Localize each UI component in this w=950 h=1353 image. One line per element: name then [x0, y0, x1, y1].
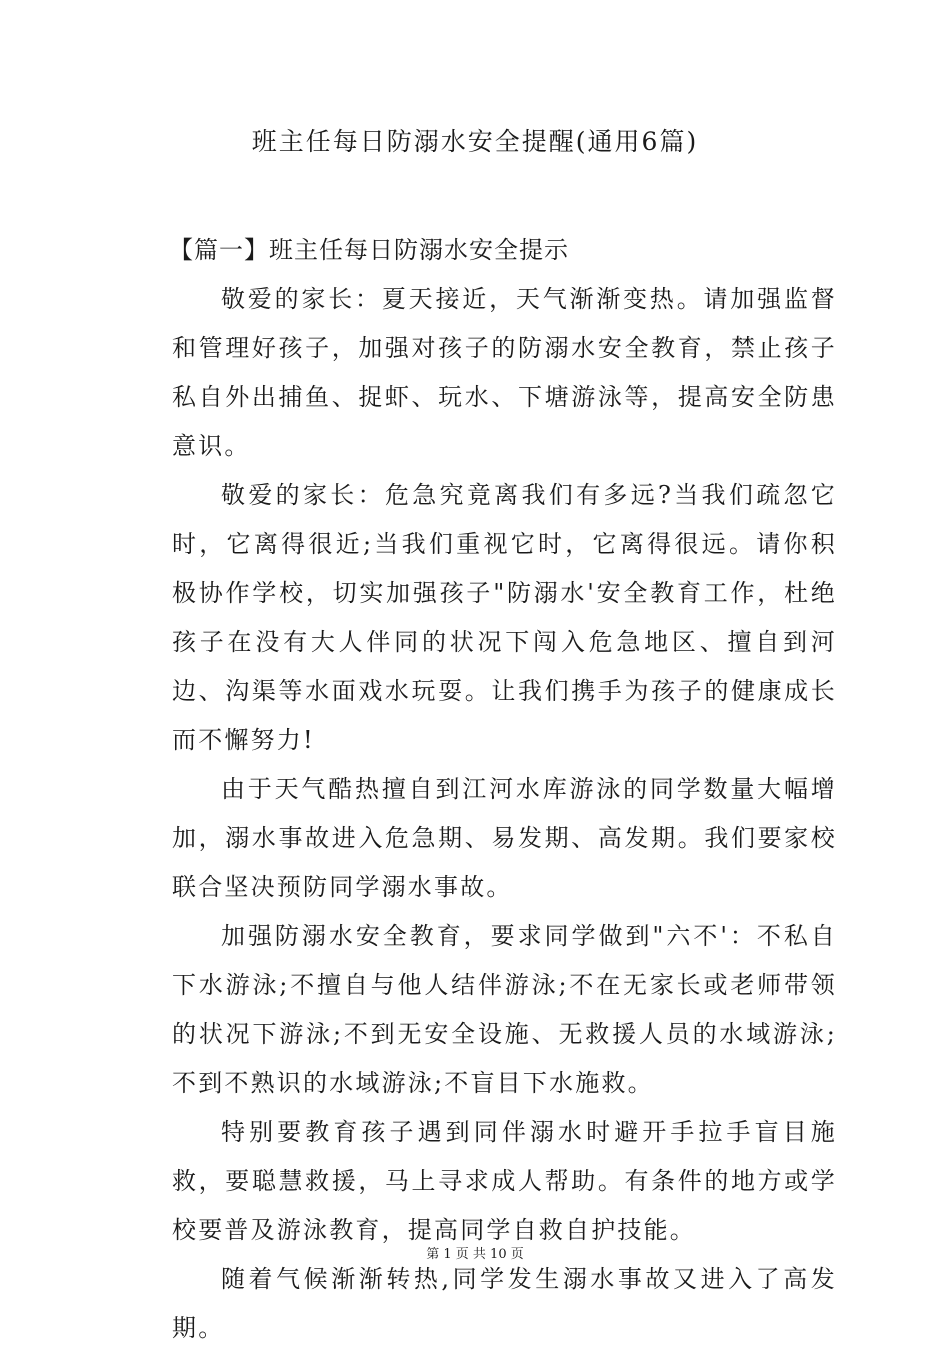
paragraph-1: 敬爱的家长：夏天接近，天气渐渐变热。请加强监督和管理好孩子，加强对孩子的防溺水安全教育，禁止孩子私自外出捕鱼、捉虾、玩水、下塘游泳等，提高安全防患意识。 [172, 285, 837, 460]
paragraph-3: 由于天气酷热擅自到江河水库游泳的同学数量大幅增加，溺水事故进入危急期、易发期、高发期。我们要家校联合坚决预防同学溺水事故。 [172, 775, 837, 901]
paragraph-6: 随着气候渐渐转热,同学发生溺水事故又进入了高发期。 [172, 1265, 837, 1342]
page-footer: 第 1 页 共 10 页 [426, 1247, 524, 1262]
section-heading: 【篇一】班主任每日防溺水安全提示 [169, 236, 569, 264]
document-title: 班主任每日防溺水安全提醒(通用6篇) [251, 127, 699, 156]
paragraph-2: 敬爱的家长：危急究竟离我们有多远?当我们疏忽它时，它离得很近;当我们重视它时，它离得很远。请你积极协作学校，切实加强孩子"防溺水'安全教育工作，杜绝孩子在没有大人伴同的状况下闯入危急地区、擅自到河边、沟渠等水面戏水玩耍。让我们携手为孩子的健康成长而不懈努力! [172, 481, 837, 754]
paragraph-5: 特别要教育孩子遇到同伴溺水时避开手拉手盲目施救，要聪慧救援，马上寻求成人帮助。有条件的地方或学校要普及游泳教育，提高同学自救自护技能。 [172, 1118, 837, 1244]
document-body [169, 226, 837, 1353]
paragraph-4: 加强防溺水安全教育，要求同学做到"六不'：不私自下水游泳;不擅自与他人结伴游泳;不在无家长或老师带领的状况下游泳;不到无安全设施、无救援人员的水域游泳;不到不熟识的水域游泳;不盲目下水施救。 [172, 922, 837, 1097]
